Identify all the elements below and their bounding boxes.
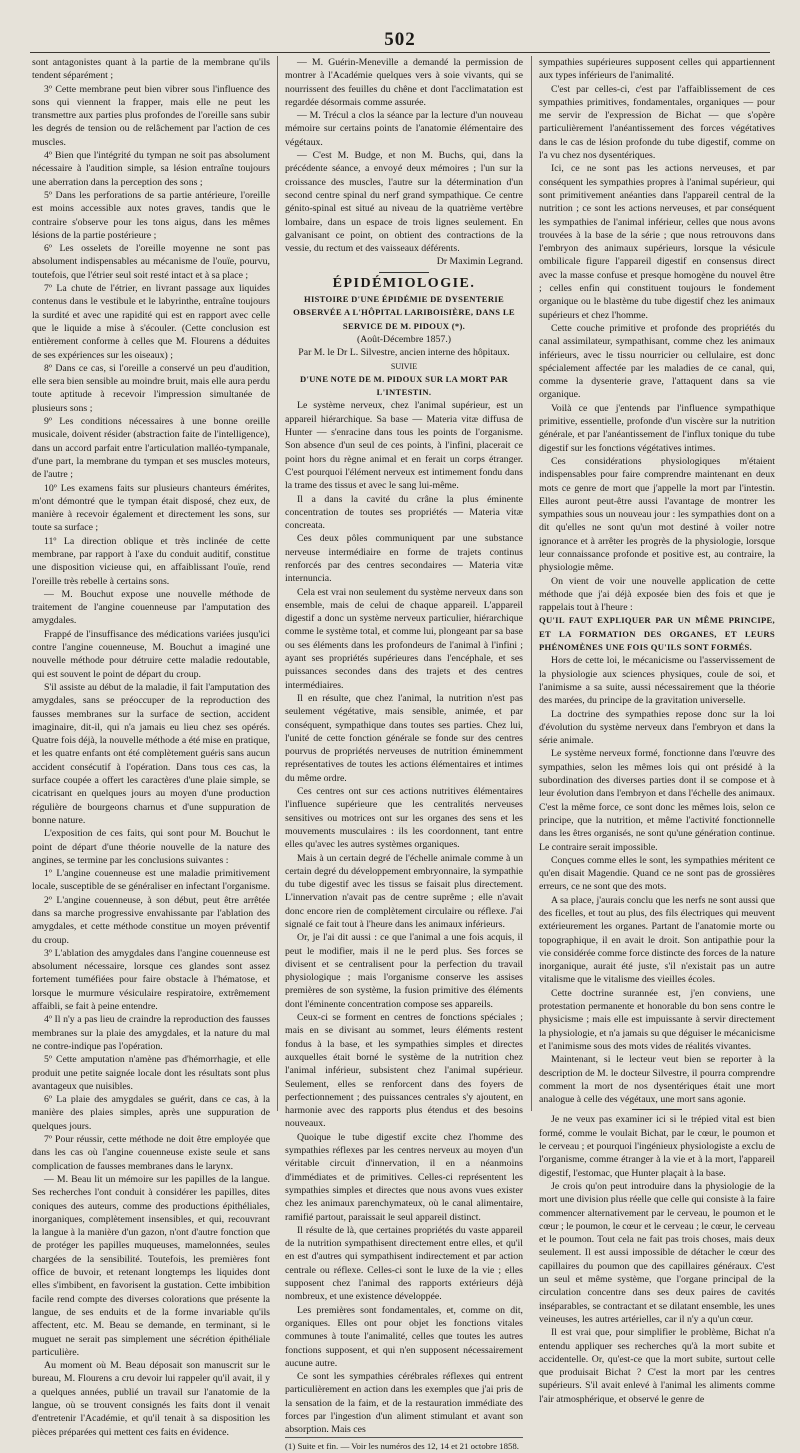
article-title: HISTOIRE D'UNE ÉPIDÉMIE DE DYSENTERIE OBSERVÉE A L'HÔPITAL LARIBOISIÈRE, DANS LE SERVICE DE M. PIDOUX (*). bbox=[293, 294, 515, 331]
column-left bbox=[32, 56, 270, 1438]
paragraph: 5º Dans les perforations de sa partie antérieure, l'oreille est moins accessible aux notes graves, tandis que le contraire s'observe pour les tons aigus, dans les mêmes lésions de la partie postérieure ; bbox=[32, 189, 270, 241]
paragraph: Ces deux pôles communiquent par une substance nerveuse intermédiaire en forme de trajets continus renforcés par des centres secondaires — Materia vitæ internuncia. bbox=[285, 533, 523, 585]
column-divider bbox=[531, 56, 532, 1111]
paragraph: A sa place, j'aurais conclu que les nerfs ne sont aussi que des ficelles, et tout au plus, des fils électriques qui meuvent extérieurement les organes. Partant de l'anatomie morte ou topographique, il en avait le droit. Son antipathie pour la vie considérée comme force distincte des forces de la nature inorganique, aurait été juste, s'il n'existait pas un autre vitalisme que le vitalisme des vieilles écoles. bbox=[539, 894, 775, 986]
page-number: 502 bbox=[384, 29, 416, 50]
paragraph: Ici, ce ne sont pas les actions nerveuses, et par conséquent les sympathies propres à l'animal supérieur, qui sont primitivement anéanties dans l'appareil central de la nutrition ; ce sont les actions nerveuses, et par conséquent les sympathies de l'animal inférieur, celles que nous avons trouvées à la base de la série ; que nous retrouvons dans l'embryon des animaux supérieurs, lorsque la vésicule ombilicale figure l'appareil digestif en consensus direct avec la masse confuse et presque homogène du nouvel être ; celles enfin qui constituent toujours le fondement organique ou le blastème du tube digestif chez les animaux supérieurs et chez l'homme. bbox=[539, 163, 775, 321]
article-subtitle: D'UNE NOTE DE M. PIDOUX SUR LA MORT PAR L'INTESTIN. bbox=[299, 373, 509, 398]
column-right bbox=[539, 56, 775, 1405]
paragraph: Maintenant, si le lecteur veut bien se reporter à la description de M. le docteur Silvestre, il pourra comprendre comment la mort de nos dysentériques était une mort analogue à celle des végétaux, une mort sans agonie. bbox=[539, 1054, 775, 1106]
signature: Dr Maximin Legrand. bbox=[436, 256, 523, 268]
article-author: Par M. le Dr L. Silvestre, ancien interne des hôpitaux. bbox=[298, 347, 510, 359]
separator-rule bbox=[632, 1109, 682, 1110]
paragraph: Or, je l'ai dit aussi : ce que l'animal a une fois acquis, il peut le modifier, mais il ne le perd plus. Ses forces se divisent et se centralisent pour la perfection du travail physiologique ; mais l'organisme conserve les assises premières de son système, la fusion primitive des éléments dont l'éminente concentration compose ses appareils. bbox=[285, 932, 523, 1010]
principle-statement: QU'IL FAUT EXPLIQUER PAR UN MÊME PRINCIPE, ET LA FORMATION DES ORGANES, ET LEURS PHÉNOMÈNES UNE FOIS QU'ILS SONT FORMÉS. bbox=[539, 615, 775, 653]
paragraph: — M. Guérin-Meneville a demandé la permission de montrer à l'Académie quelques vers à soie vivants, qui se nourrissent des feuilles du chêne et dont l'acclimatation est regardée désormais comme assurée. bbox=[285, 57, 523, 108]
paragraph: Le système nerveux, chez l'animal supérieur, est un appareil hiérarchique. Sa base — Materia vitæ diffusa de Hunter — s'enracine dans tous les points de l'organisme. Son absence d'un seul de ces points, à l'infini, placerait ce point hors du règne animal et en ferait un corps étranger. C'est pourquoi l'élément nerveux est intimement fondu dans la trame des tissus et avec le sang lui-même. bbox=[285, 400, 523, 492]
paragraph: Cette couche primitive et profonde des propriétés du canal assimilateur, sympathisant, comme chez les animaux inférieurs, avec le tissu nourricier ou cellulaire, est donc spécialement affectée par les maladies de ce canal, qui, comme la dysenterie grave, l'attaquent dans sa vie organique. bbox=[539, 322, 775, 401]
paragraph: S'il assiste au début de la maladie, il fait l'amputation des amygdales, sans se préoccuper de la reproduction des fausses membranes sur la surface de section, accident imaginaire, dit-il, qui n'a jamais eu lieu chez ses opérés. Quatre fois déjà, la nouvelle méthode a été mise en pratique, et les quatre enfants ont été complètement guéris sans aucun accident consécutif à l'opération. Dans tous ces cas, la surface coupée a offert les caractères d'une plaie simple, se cicatrisant en quelques jours au moyen d'une production régulière de bourgeons charnus et d'une suppuration de bonne nature. bbox=[32, 681, 270, 826]
paragraph: 6º La plaie des amygdales se guérit, dans ce cas, à la manière des plaies simples, après une suppuration de quelques jours. bbox=[32, 1094, 270, 1132]
paragraph: 4º Bien que l'intégrité du tympan ne soit pas absolument nécessaire à l'audition simple, sa lésion entraîne toujours une aberration dans la perception des sons ; bbox=[32, 150, 270, 188]
article-suivie: SUIVIE bbox=[390, 361, 418, 371]
paragraph: Quoique le tube digestif excite chez l'homme des sympathies réflexes par les centres nerveux au moyen d'un véritable circuit d'innervation, il en a néanmoins d'immédiates et de primitives. Celles-ci représentent les sympathies simples et directes que nous avons vues exister chez les animaux parenchymateux, où le canal alimentaire, ramifié partout, paraissait le seul appareil distinct. bbox=[285, 1131, 523, 1223]
paragraph: — C'est M. Budge, et non M. Buchs, qui, dans la précédente séance, a envoyé deux mémoires ; l'un sur la croissance des muscles, l'autre sur la détermination d'un second centre spinal du nerf grand sympathique. Ce centre génito-spinal est situé au niveau de la quatrième vertèbre lombaire, dans un espace de trois lignes seulement. En galvanisant ce point, on obtient des contractions de la vessie, du rectum et des vaisseaux déférents. bbox=[285, 150, 523, 255]
paragraph: 7º Pour réussir, cette méthode ne doit être employée que dans les cas où l'angine couenneuse existe seule et sans complication de fausses membranes dans le larynx. bbox=[32, 1134, 270, 1172]
paragraph: On vient de voir une nouvelle application de cette méthode que j'ai déjà exposée bien des fois et que je rappelais tout à l'heure : bbox=[539, 575, 775, 614]
paragraph: 5º Cette amputation n'amène pas d'hémorrhagie, et elle produit une petite saignée locale dont les résultats sont plus avantageux que nuisibles. bbox=[32, 1054, 270, 1092]
paragraph: — M. Trécul a clos la séance par la lecture d'un nouveau mémoire sur certains points de l'anatomie élémentaire des végétaux. bbox=[285, 110, 523, 148]
paragraph: 6º Les osselets de l'oreille moyenne ne sont pas absolument indispensables au mécanisme de l'ouïe, pourvu, toutefois, que l'étrier seul soit resté intact et à sa place ; bbox=[32, 243, 270, 281]
paragraph: — M. Beau lit un mémoire sur les papilles de la langue. Ses recherches l'ont conduit à considérer les papilles, dites coniques des auteurs, comme des productions épithéliales, inorganiques, complètement insensibles, et qui, recouvrant la langue à la manière d'un gazon, n'ont d'autre fonction que de protéger les papilles muqueuses, mamelonnées, seules chargées de la sensibilité. Toutefois, les premières font office de buvoir, et retenant longtemps les liquides dont elles s'imbibent, en favorisent la gustation. Cette imbibition facile rend compte des diverses colorations que présente la langue, de ses enduits et de la forme invariable qu'ils affectent, etc. M. Beau se demande, en terminant, si le muguet ne serait pas simplement une sécrétion épithéliale particulière. bbox=[32, 1173, 270, 1358]
footnote: (1) Suite et fin. — Voir les numéros des 12, 14 et 21 octobre 1858. bbox=[285, 1437, 523, 1453]
paragraph: Il en résulte, que chez l'animal, la nutrition n'est pas seulement végétative, mais sensible, animée, et par conséquent, sympathique dans toutes ses parties. Chez lui, l'unité de cette fonction générale se fonde sur des centres pourvus de propriétés nerveuses de nutrition éminemment représentatives de toutes les actions élémentaires et intimes du même ordre. bbox=[285, 692, 523, 784]
paragraph: sympathies supérieures supposent celles qui appartiennent aux types inférieurs de l'animalité. bbox=[539, 57, 775, 82]
paragraph: Cela est vrai non seulement du système nerveux dans son ensemble, mais de celui de chaque appareil. L'appareil digestif a donc un système nerveux particulier, hiérarchique comme le système total, et comme lui, plongeant par sa base ou ses éléments dans les profondeurs de l'animal à l'infini ; ayant ses propriétés supérieures dans l'encéphale, et ses puissances secondes dans des trajets et des centres intermédiaires. bbox=[285, 586, 523, 691]
paragraph: sont antagonistes quant à la partie de la membrane qu'ils tendent séparément ; bbox=[32, 57, 270, 82]
paragraph: Ces centres ont sur ces actions nutritives élémentaires l'influence supérieure que les centralités nerveuses sensitives ou motrices ont sur les organes des sens et les mouvements musculaires : ils les coordonnent, tant entre elles qu'avec les autres systèmes organiques. bbox=[285, 786, 523, 851]
paragraph: 10º Les examens faits sur plusieurs chanteurs émérites, m'ont démontré que le tympan était disposé, chez eux, de manière à recevoir également et directement les sons, sur toute sa surface ; bbox=[32, 482, 270, 534]
section-title: ÉPIDÉMIOLOGIE. bbox=[332, 275, 476, 291]
paragraph: Frappé de l'insuffisance des médications variées jusqu'ici contre l'angine couenneuse, M. Bouchut a imaginé une nouvelle méthode pour détruire cette maladie redoutable, qui est souvent le point de départ du croup. bbox=[32, 628, 270, 680]
paragraph: 1º L'angine couenneuse est une maladie primitivement locale, susceptible de se généraliser en infectant l'organisme. bbox=[32, 868, 270, 893]
paragraph: 8º Dans ce cas, si l'oreille a conservé un peu d'audition, elle sera bien sensible au moindre bruit, mais elle aura perdu toute aptitude à recevoir l'impression simultanée de plusieurs sons ; bbox=[32, 362, 270, 414]
paragraph: Je crois qu'on peut introduire dans la physiologie de la mort une division plus réelle que celle qui consiste à la faire commencer alternativement par le cerveau, le poumon et le cœur ; le poumon, le cœur et le cerveau ; le cœur, le cerveau et le poumon. Tout cela ne fait pas trois choses, mais deux seulement. Il est aussi impossible de détacher le cœur des capillaires du poumon que des capillaires généraux. C'est un seul et même système, que l'organe principal de la circulation concentre dans ses deux paires de cavités inséparables, se contractant et se dilatant ensemble, les unes veineuses, les autres artérielles, car il n'y a qu'un cœur. bbox=[539, 1180, 775, 1325]
paragraph: La doctrine des sympathies repose donc sur la loi d'évolution du système nerveux dans l'embryon et dans la série animale. bbox=[539, 708, 775, 747]
paragraph: Les premières sont fondamentales, et, comme on dit, organiques. Elles ont pour objet les fonctions vitales communes à toute l'animalité, celles que toutes les autres fonctions supposent, et qui n'en supposent nécessairement aucune autre. bbox=[285, 1304, 523, 1369]
paragraph: 2º L'angine couenneuse, à son début, peut être arrêtée dans sa marche progressive envahissante par l'ablation des amygdales, et cette méthode constitue un moyen préventif du croup. bbox=[32, 894, 270, 946]
paragraph: 9º Les conditions nécessaires à une bonne oreille musicale, doivent résider (abstraction faite de l'intelligence), dans un accord parfait entre l'articulation malléo-tympanale, d'une part, la membrane du tympan et ses muscles moteurs, de l'autre ; bbox=[32, 416, 270, 481]
paragraph: Le système nerveux formé, fonctionne dans l'œuvre des sympathies, selon les mêmes lois qui ont présidé à la subordination des diverses parties dont il se compose et à leur évolution dans l'embryon et dans l'échelle des animaux. C'est la même force, ce sont donc les mêmes lois, selon ce principe, que la nutrition, et même l'activité fonctionnelle dans les êtres organisés, ne sont qu'une génération continue. Le contraire serait impossible. bbox=[539, 748, 775, 853]
paragraph: 7º La chute de l'étrier, en livrant passage aux liquides contenus dans le vestibule et le labyrinthe, entraîne toujours la surdité et avec une rapidité qui est en rapport avec celle que le liquide a mise à s'écouler. (Cette conclusion est entièrement conforme à celles que M. Flourens a déduites de ses expériences sur les oiseaux) ; bbox=[32, 283, 270, 361]
paragraph: Il résulte de là, que certaines propriétés du vaste appareil de la nutrition sympathisent directement entre elles, et qu'il en est d'autres qui sympathisent indirectement et par action centrale ou réflexe. Celles-ci sont le luxe de la vie ; elles supposent chez l'animal des rapports extérieurs déjà nombreux, et une existence développée. bbox=[285, 1224, 523, 1303]
paragraph: Il a dans la cavité du crâne la plus éminente concentration de toutes ses propriétés — Materia vitæ concreata. bbox=[285, 493, 523, 532]
paragraph: Ceux-ci se forment en centres de fonctions spéciales ; mais en se divisant au sommet, leurs éléments restent fondus à la base, et les sympathies simples et directes auxquelles était borné le système de la nutrition chez l'animal inférieur, subsistent chez l'animal supérieur. Seulement, elles se renforcent dans des foyers de perfectionnement ; des puissances centrales s'y ajoutent, en harmonie avec des rapports plus étendus et des besoins nouveaux. bbox=[285, 1012, 523, 1130]
paragraph: Ce sont les sympathies cérébrales réflexes qui entrent particulièrement en action dans les exemples que j'ai pris de la sensation de la faim, et de la restauration immédiate des forces par l'ingestion d'un aliment stimulant et avant son absorption. Mais ces bbox=[285, 1371, 523, 1436]
paragraph: L'exposition de ces faits, qui sont pour M. Bouchut le point de départ d'une théorie nouvelle de la nature des angines, se termine par les conclusions suivantes : bbox=[32, 828, 270, 866]
column-divider bbox=[277, 56, 278, 1111]
paragraph: Je ne veux pas examiner ici si le trépied vital est bien formé, comme le voulait Bichat, par le cœur, le poumon et le cerveau ; et pourquoi l'ingénieux physiologiste a exclu de l'organisme, comme étranger à la vie et à la mort, l'appareil digestif, l'estomac, que Hunter plaçait à la base. bbox=[539, 1114, 775, 1179]
paragraph: 3º Cette membrane peut bien vibrer sous l'influence des sons qui viennent la frapper, mais elle ne peut les transmettre aux parties plus profondes de l'oreille sans subir les degrés de tension ou de relâchement par l'action de ces muscles. bbox=[32, 83, 270, 148]
paragraph: 4º Il n'y a pas lieu de craindre la reproduction des fausses membranes sur la plaie des amygdales, et la nature du mal ne contre-indique pas l'opération. bbox=[32, 1014, 270, 1052]
article-date: (Août-Décembre 1857.) bbox=[356, 333, 452, 345]
paragraph: C'est par celles-ci, c'est par l'affaiblissement de ces sympathies primitives, fondamentales, organiques — pour me servir de l'expression de Bichat — que s'opère particulièrement l'anéantissement des forces végétatives dans le cas de lésion profonde du tube digestif, comme on l'a vu chez nos dysentériques. bbox=[539, 83, 775, 162]
paragraph: Hors de cette loi, le mécanicisme ou l'asservissement de la physiologie aux sciences physiques, coule de soi, et l'animisme a sa suite, aussi nécessairement que la théorie des marées, du principe de la gravitation universelle. bbox=[539, 655, 775, 707]
paragraph: 11º La direction oblique et très inclinée de cette membrane, par rapport à l'axe du conduit auditif, constitue une disposition vicieuse qui, en affaiblissant l'ouïe, rend l'oreille très rebelle à certains sons. bbox=[32, 535, 270, 587]
paragraph: Il est vrai que, pour simplifier le problème, Bichat n'a entendu appliquer ses recherches qu'à la mort subite et accidentelle. Or, qu'est-ce que la mort subite, surtout celle que produisait Bichat ? C'est la mort par les centres supérieurs. S'il avait enlevé à l'animal les aliments comme l'air atmosphérique, et observé le genre de bbox=[539, 1327, 775, 1405]
paragraph: Ces considérations physiologiques m'étaient indispensables pour faire comprendre maintenant en deux mots ce genre de mort que j'appelle la mort par l'intestin. Elles auront peut-être aussi l'avantage de montrer les sympathies sous un nouveau jour : les sympathies dont on a dit qu'elles ne sont qu'un mot destiné à voiler notre ignorance et à arrêter les progrès de la physiologie, lorsque leur connaissance profonde et positive est, au contraire, la physiologie même. bbox=[539, 455, 775, 574]
column-middle bbox=[285, 56, 523, 1451]
paragraph: 3º L'ablation des amygdales dans l'angine couenneuse est absolument nécessaire, lorsque ces glandes sont assez fortement tuméfiées pour faire obstacle à l'hématose, et lorsque le murmure vésiculaire respiratoire, extrêmement affaibli, se fait à peine entendre. bbox=[32, 947, 270, 1013]
paragraph: — M. Bouchut expose une nouvelle méthode de traitement de l'angine couenneuse par l'amputation des amygdales. bbox=[32, 588, 270, 627]
paragraph: Mais à un certain degré de l'échelle animale comme à un certain degré du développement embryonnaire, la sympathie du tube digestif avec les tissus se faisait plus directement. L'innervation n'avait pas de centre suprême ; elle n'avait donc encore rien de complètement circulaire ou réflexe. J'ai signalé ce fait tout à l'heure dans les animaux inférieurs. bbox=[285, 852, 523, 930]
header-rule bbox=[30, 52, 770, 53]
separator-rule bbox=[379, 272, 429, 273]
paragraph: Conçues comme elles le sont, les sympathies méritent ce qu'en disait Magendie. Quand ce ne sont pas de grossières erreurs, ce ne sont que des mots. bbox=[539, 854, 775, 893]
paragraph: Au moment où M. Beau déposait son manuscrit sur le bureau, M. Flourens a cru devoir lui rappeler qu'il avait, il y a quelques années, publié un travail sur l'anatomie de la langue, où se trouvent consignés les faits dont il venait d'entretenir l'Académie, et qu'il tenait à sa disposition les pièces préparées qui mettent ces faits en évidence. bbox=[32, 1360, 270, 1438]
paragraph: Voilà ce que j'entends par l'influence sympathique primitive, essentielle, profonde d'un viscère sur la nutrition générale, et par l'anéantissement de l'influx tonique du tube digestif sur les fonctions végétatives intimes. bbox=[539, 402, 775, 454]
paragraph: Cette doctrine surannée est, j'en conviens, une protestation permanente et honorable du bon sens contre le physicisme ; mais elle est impuissante à servir directement la physiologie, et n'a jamais su que déguiser le mécanicisme et l'animisme sous des mots vides de réalités vivantes. bbox=[539, 987, 775, 1052]
